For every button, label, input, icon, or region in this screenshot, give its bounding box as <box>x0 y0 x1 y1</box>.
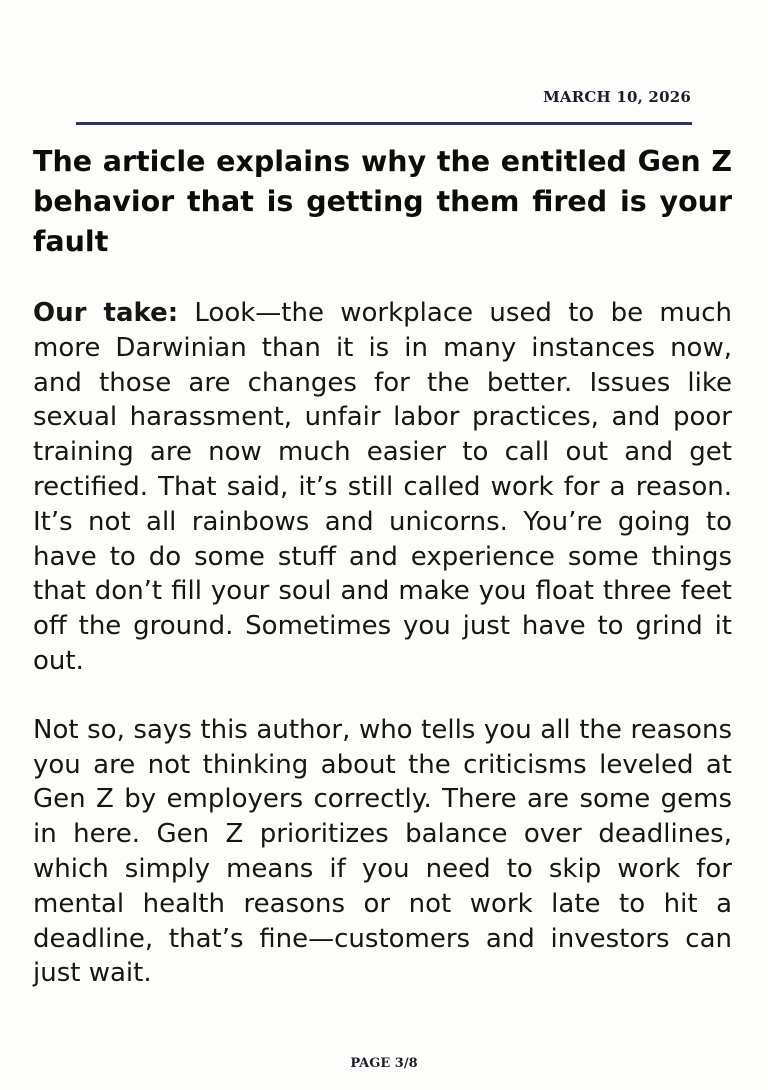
our-take-text: Look—the workplace used to be much more Darwinian than it is in many instances now, and those are changes for the better. Issues like sexual harassment, unfair labor practices, and poor training are now much easier to call out and get rectified. That said, it’s still called work for a reason. It’s not all rainbows and unicorns. You’re going to have to do some stuff and experience some things that don’t fill your soul and make you float three feet off the ground. Sometimes you just have to grind it out. <box>33 298 732 676</box>
article-body <box>33 142 732 991</box>
page-date: MARCH 10, 2026 <box>543 88 691 106</box>
second-paragraph: Not so, says this author, who tells you all the reasons you are not thinking about the criticisms leveled at Gen Z by employers correctly. There are some gems in here. Gen Z prioritizes balance over deadlines, which simply means if you need to skip work for mental health reasons or not work late to hit a deadline, that’s fine—customers and investors can just wait. <box>33 714 732 989</box>
header-divider <box>76 122 692 125</box>
our-take-label: Our take: <box>33 298 179 328</box>
article-headline: The article explains why the entitled Gen Z behavior that is getting them fired is your fault <box>33 145 732 258</box>
our-take-paragraph <box>33 296 732 679</box>
page-number: PAGE 3/8 <box>350 1056 418 1071</box>
